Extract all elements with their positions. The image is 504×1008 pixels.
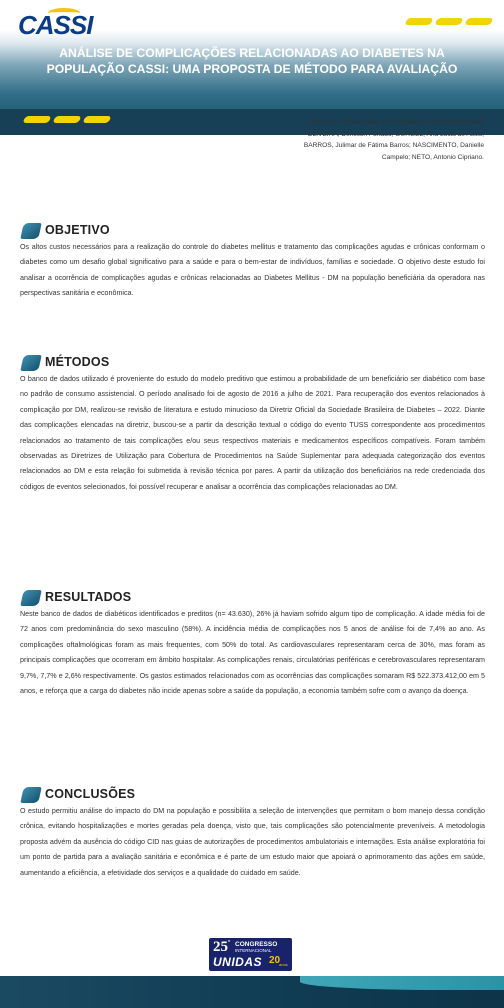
section-heading: [20, 786, 485, 804]
decorative-dash: [52, 116, 81, 123]
footer-band: [0, 976, 504, 1008]
poster-title: ANÁLISE DE COMPLICAÇÕES RELACIONADAS AO DIABETES NA POPULAÇÃO CASSI: UMA PROPOSTA DE MÉTODO PARA AVALIAÇÃO: [46, 46, 458, 76]
authors-block: [274, 117, 484, 163]
congress-unidas-logo: [209, 938, 292, 971]
footer-accent: [300, 976, 504, 990]
congress-number: $25^º$: [213, 939, 231, 955]
author-line: BARROS, Julimar de Fátima Barros; NASCIMENTO, Danielle: [303, 142, 484, 149]
decorative-dash: [464, 18, 493, 25]
section-title: MÉTODOS: [45, 355, 110, 369]
section-marker-icon: [20, 590, 41, 606]
decorative-dash: [82, 116, 111, 123]
author-line: FREITAS, Flávia Amaral; CAVALCANTE, Danyelle Monteiro;: [307, 119, 484, 126]
section-title: CONCLUSÕES: [45, 787, 136, 801]
section-metodos: [20, 354, 485, 495]
author-line: OLIVEIRA, Denilson Furtado; GURGEL, Ana Lúcia de Assis;: [307, 130, 484, 138]
section-body: O banco de dados utilizado é proveniente do estudo do modelo preditivo que estimou a probabilidade de um beneficiário ser diabético com base no padrão de consumo assistencial. O período analisado foi de agosto de 2016 a julho de 2021. Para recuperação dos eventos relacionados à complicação por DM, realizou-se revisão de literatura e estudo minucioso da Diretriz Oficial da Sociedade Brasileira de Diabetes – 2022. Diante das complicações elencadas na diretriz, buscou-se a partir da descrição textual o código do evento TUSS correspondente aos procedimentos relacionados ao tratamento de tais complicações e/ou seus respectivos materiais e medicamentos específicos compatíveis. Foram também observadas as Diretrizes de Utilização para Cobertura de Procedimentos na Saúde Suplementar para adequada categorização dos eventos relacionados ao DM e esta relação foi submetida à revisão técnica por pares. A partir da utilização dos beneficiários na rede credenciada dos códigos de eventos selecionados, foi possível recuperar e analisar a ocorrência das complicações relacionadas ao DM.: [20, 375, 485, 491]
section-body: Neste banco de dados de diabéticos identificados e preditos (n= 43.630), 26% já haviam sofrido algum tipo de complicação. A idade média foi de 72 anos com predominância do sexo masculino (58%). A incidência média de complicações nos 5 anos de análise foi de 7,4% ao ano. As complicações oftalmológicas foram as mais frequentes, com 50% do total. As cardiovasculares representaram cerca de 30%, mas foram as principais complicações que ocorreram em âmbito hospitalar. As complicações renais, circulatórias periféricas e cerebrovasculares representaram 9,7%, 7,7% e 2,6% respectivamente. Os gastos estimados relacionados com as ocorrências das complicações somaram R$ 522.373.412,00 em 5 anos, e reforça que a carga do diabetes não incide apenas sobre a saúde da população, a economia também sofre com o avanço da doença.: [20, 610, 485, 696]
section-marker-icon: [20, 223, 41, 239]
section-conclusoes: [20, 786, 485, 881]
decorative-dash: [434, 18, 463, 25]
section-marker-icon: [20, 787, 41, 803]
section-title: RESULTADOS: [45, 590, 132, 604]
section-marker-icon: [20, 355, 41, 371]
section-heading: [20, 354, 485, 372]
section-objetivo: [20, 222, 485, 302]
congress-years: 20: [269, 955, 281, 966]
congress-name: UNIDAS: [213, 955, 263, 969]
decorative-dash: [404, 18, 433, 25]
section-body: O estudo permitiu análise do impacto do DM na população e possibilita a seleção de intervenções que permitam o bom manejo dessa condição crônica, evitando hospitalizações e mortes geradas pela doença, visto que, tais complicações são potencialmente preveníveis. A metodologia proposta advém da ausência do código CID nas guias de autorizações de procedimentos ambulatoriais e internações. Esta análise exploratória foi um ponto de partida para a avaliação sanitária e econômica e é parte de um estudo maior que apoiará o aprimoramento das ações em saúde, aumentando a eficiência, a efetividade dos serviços e a qualidade do cuidado em saúde.: [20, 807, 485, 877]
header-banner: [0, 0, 504, 135]
congress-years-label: anos: [279, 962, 288, 967]
congress-sub: INTERNACIONAL: [235, 948, 272, 953]
section-body: Os altos custos necessários para a realização do controle do diabetes mellitus e tratamento das complicações agudas e crônicas conformam o diabetes como um desafio global significativo para a saúde e para o bem-estar de indivíduos, famílias e sociedade. O objetivo deste estudo foi analisar a ocorrência de complicações agudas e crônicas relacionadas ao Diabetes Mellitus - DM na população beneficiária da operadora nas perspectivas sanitária e econômica.: [20, 243, 485, 298]
section-heading: [20, 589, 485, 607]
congress-word: CONGRESSO: [235, 941, 278, 948]
section-title: OBJETIVO: [45, 223, 110, 237]
cassi-logo: [18, 10, 98, 40]
section-heading: [20, 222, 485, 240]
section-resultados: [20, 589, 485, 699]
logo-text: CASSI: [18, 10, 93, 40]
decorative-dash: [22, 116, 51, 123]
author-line: Campelo; NETO, Antonio Cipriano.: [381, 153, 484, 161]
